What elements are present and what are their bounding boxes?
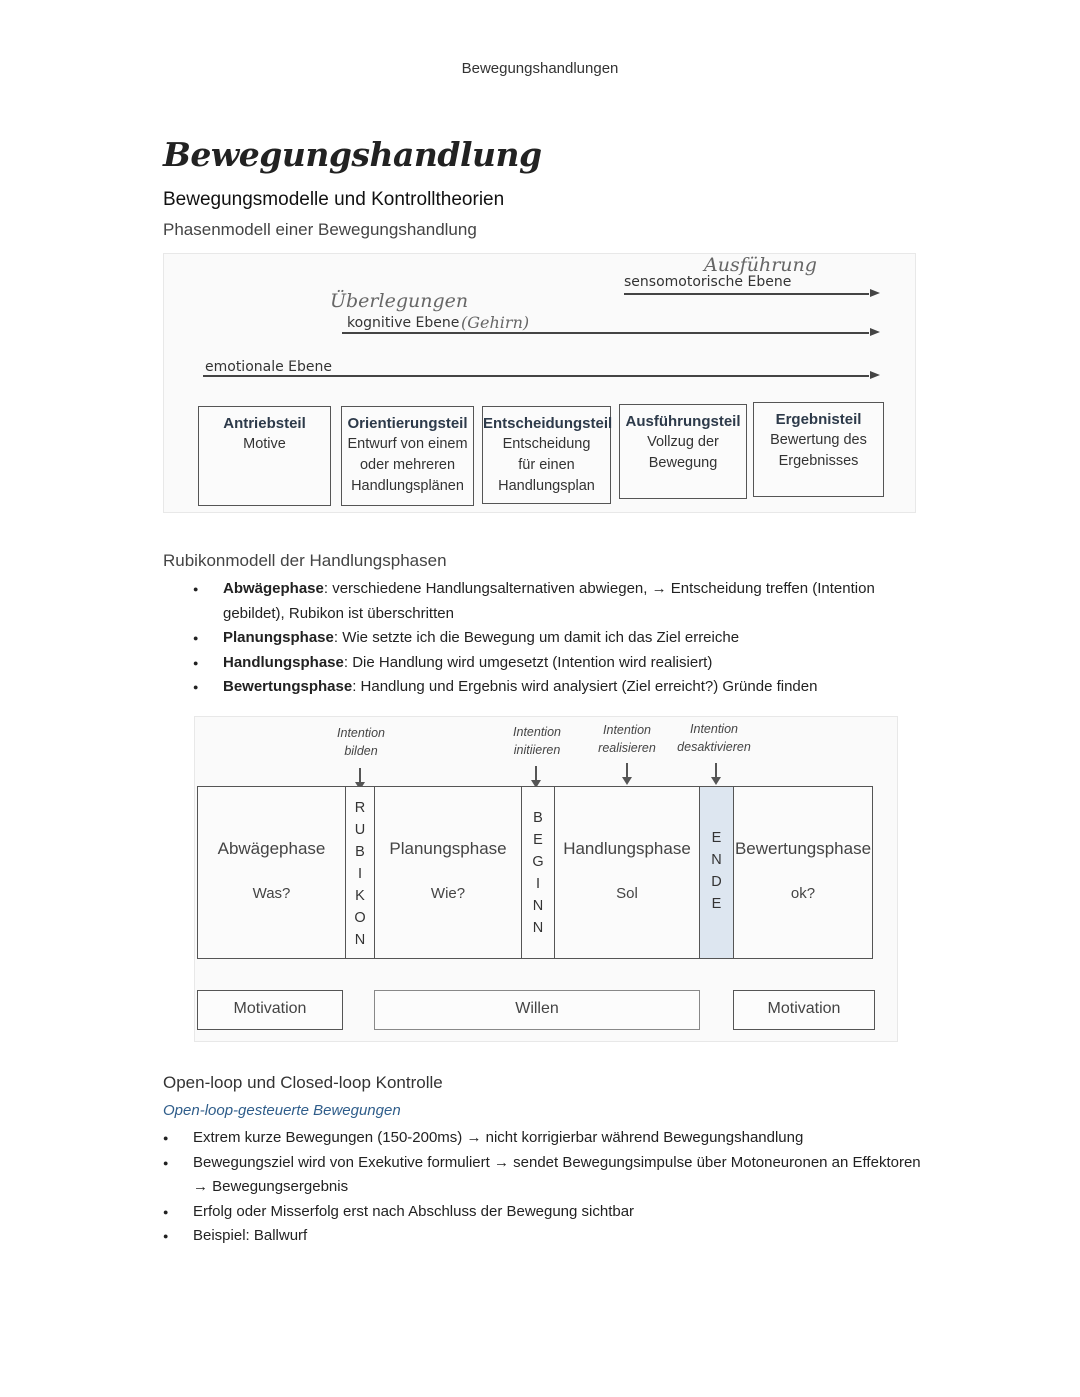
divider-letter: E	[711, 830, 722, 846]
arrow-down-icon	[626, 763, 628, 779]
emotional-line	[203, 375, 869, 377]
phase-box-title: Antriebsteil	[223, 415, 306, 432]
sensomotor-level-label: sensomotorische Ebene	[624, 274, 792, 290]
arrow-right-icon	[870, 328, 880, 336]
intention-label	[584, 721, 670, 757]
intention-line-2: realisieren	[598, 741, 656, 755]
phase-question: Wie?	[430, 885, 466, 902]
sensomotor-line	[624, 293, 869, 295]
phase-name: Abwägephase	[217, 839, 326, 858]
list-item: ● Beispiel: Ballwurf	[163, 1224, 923, 1249]
intention-line-2: initiieren	[513, 743, 561, 757]
bullet-text: : verschiedene Handlungsalternativen abwiegen, → Entscheidung treffen (Intention gebildet), Rubikon ist überschritten	[223, 580, 875, 622]
phase-box-title: Ergebnisteil	[775, 411, 862, 428]
phase-box-entscheidung	[482, 406, 611, 504]
bullet-term: Planungsphase	[223, 629, 334, 646]
arrow-down-icon	[359, 768, 361, 784]
phase-box-line: Handlungsplänen	[351, 478, 464, 494]
intention-line-2: desaktivieren	[677, 740, 751, 754]
divider-letter: E	[711, 896, 722, 912]
cognitive-note: Überlegungen	[330, 290, 469, 312]
phase-box-line: Entscheidung	[502, 436, 591, 452]
intention-label	[321, 724, 401, 760]
divider-letter: O	[354, 910, 366, 926]
phase-box-line: Vollzug der	[647, 434, 719, 450]
phase-question: Was?	[252, 885, 291, 902]
divider-letter: N	[711, 852, 722, 868]
divider-letter: E	[533, 832, 543, 848]
phase-box-line: Bewegung	[648, 455, 718, 471]
intention-line-2: bilden	[344, 744, 378, 758]
cognitive-line	[342, 332, 869, 334]
bullet-text: : Wie setzte ich die Bewegung um damit ich das Ziel erreiche	[333, 629, 740, 646]
divider-letter: B	[355, 844, 365, 860]
divider-letter: G	[532, 854, 544, 870]
bullet-text: : Handlung und Ergebnis wird analysiert (Ziel erreicht?) Gründe finden	[352, 678, 818, 695]
phase-box-line: oder mehreren	[359, 457, 456, 473]
phase-box-title: Ausführungsteil	[625, 413, 741, 430]
bottom-box-motivation: Motivation	[733, 990, 875, 1030]
loop-subheading: Open-loop-gesteuerte Bewegungen	[163, 1102, 401, 1119]
divider-ende	[699, 787, 734, 958]
phase-box-line: Entwurf von einem	[347, 436, 468, 452]
phase-box-line: Motive	[243, 436, 286, 452]
running-header: Bewegungshandlungen	[461, 60, 619, 77]
divider-beginn	[521, 787, 555, 958]
phase-column-abwaege	[198, 787, 345, 958]
divider-letter: I	[535, 876, 541, 892]
phase-box-title: Entscheidungsteil	[483, 415, 613, 432]
divider-letter: N	[532, 920, 544, 936]
intention-line-1: Intention	[690, 722, 738, 736]
bullet-term: Bewertungsphase	[223, 678, 353, 695]
phase-column-planung	[375, 787, 521, 958]
phase-question: ok?	[790, 885, 816, 902]
phase-name: Bewertungsphase	[734, 839, 872, 858]
rubikon-figure	[194, 716, 898, 1042]
phase-question: Sol	[616, 885, 638, 902]
divider-letter: R	[354, 800, 366, 816]
bullet-text: : Die Handlung wird umgesetzt (Intention wird realisiert)	[343, 653, 713, 671]
intention-label	[667, 720, 761, 756]
bullet-term: Abwägephase	[223, 580, 324, 597]
phase-box-line: Handlungsplan	[498, 478, 595, 494]
rubikon-bullet-list	[193, 577, 893, 700]
divider-letter: U	[354, 822, 366, 838]
divider-letter: N	[532, 898, 544, 914]
divider-letter: N	[354, 932, 366, 948]
intention-line-1: Intention	[603, 723, 651, 737]
bottom-box-motivation: Motivation	[197, 990, 343, 1030]
divider-letter: B	[533, 810, 543, 826]
bottom-box-willen: Willen	[374, 990, 700, 1030]
divider-letter: I	[357, 866, 363, 882]
divider-letter: D	[711, 874, 722, 890]
bullet-term: Handlungsphase	[223, 653, 344, 671]
phase-model-figure	[163, 253, 916, 513]
loop-bullet-list	[163, 1126, 923, 1249]
sensomotor-note: Ausführung	[704, 254, 817, 276]
rubikon-heading: Rubikonmodell der Handlungsphasen	[163, 551, 447, 570]
page-title: Bewegungshandlung	[163, 135, 542, 174]
phase-column-handlung	[555, 787, 699, 958]
phase-box-antrieb	[198, 406, 331, 506]
list-item	[193, 626, 893, 651]
phase-name: Planungsphase	[389, 839, 507, 858]
list-item: ● Bewegungsziel wird von Exekutive formuliert → sendet Bewegungsimpulse über Motoneuronen an Effektoren → Bewegungsergebnis	[163, 1151, 923, 1200]
arrow-right-icon	[870, 371, 880, 379]
intention-line-1: Intention	[337, 726, 385, 740]
arrow-right-icon	[870, 289, 880, 297]
phase-column-bewertung	[734, 787, 872, 958]
list-item: ● Erfolg oder Misserfolg erst nach Abschluss der Bewegung sichtbar	[163, 1200, 923, 1225]
cognitive-level-label: kognitive Ebene	[347, 315, 460, 331]
loop-heading: Open-loop und Closed-loop Kontrolle	[163, 1073, 443, 1092]
phase-box-line: Bewertung des	[770, 432, 867, 448]
divider-letter: K	[355, 888, 365, 904]
arrow-down-icon	[535, 766, 537, 782]
list-item: ● Extrem kurze Bewegungen (150-200ms) → nicht korrigierbar während Bewegungshandlung	[163, 1126, 923, 1151]
list-item	[193, 675, 893, 700]
arrow-down-icon	[715, 763, 717, 779]
phase-box-ausfuehrung	[619, 404, 747, 499]
emotional-level-label: emotionale Ebene	[205, 359, 332, 375]
cognitive-side-note: (Gehirn)	[461, 313, 530, 332]
phase-model-heading: Phasenmodell einer Bewegungshandlung	[163, 220, 477, 239]
phase-name: Handlungsphase	[563, 839, 691, 858]
phase-box-line: für einen	[518, 457, 575, 473]
phase-box-orientierung	[341, 406, 474, 506]
list-item	[193, 651, 893, 676]
subtitle: Bewegungsmodelle und Kontrolltheorien	[163, 189, 505, 210]
rubikon-phase-strip	[197, 786, 873, 959]
phase-box-title: Orientierungsteil	[347, 415, 468, 432]
phase-box-ergebnis	[753, 402, 884, 497]
intention-line-1: Intention	[513, 725, 561, 739]
divider-rubikon	[345, 787, 375, 958]
list-item	[193, 577, 893, 626]
intention-label	[495, 723, 579, 759]
phase-box-line: Ergebnisses	[778, 453, 859, 469]
